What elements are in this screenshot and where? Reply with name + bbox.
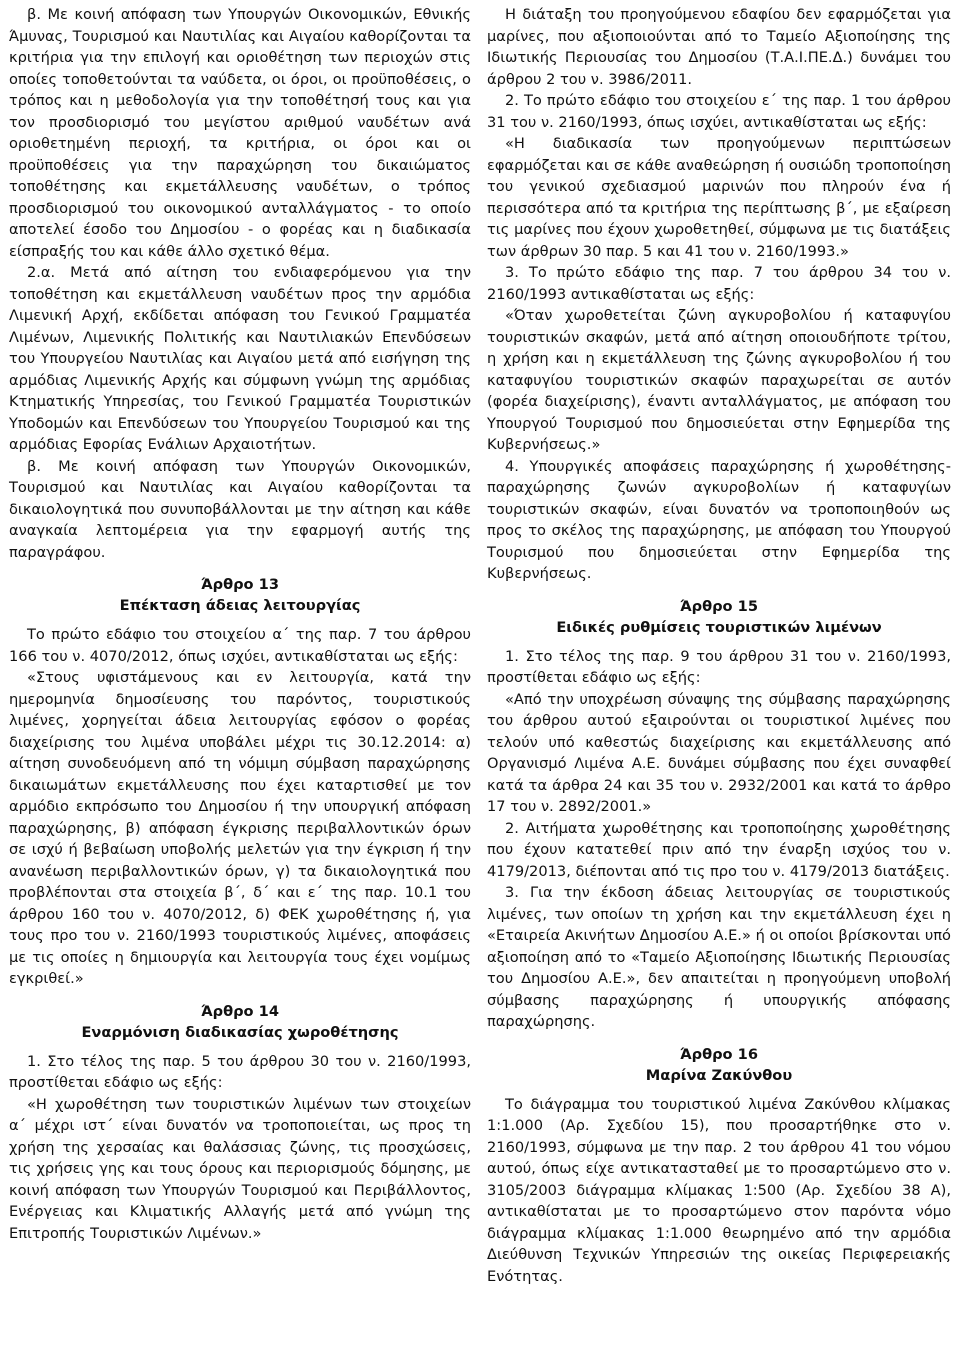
article-15-heading [487, 596, 951, 638]
paragraph: 1. Στο τέλος της παρ. 5 του άρθρου 30 του ν. 2160/1993, προστίθεται εδάφιο ως εξής: [9, 1052, 471, 1091]
paragraph: Το πρώτο εδάφιο του στοιχείου α΄ της παρ. 7 του άρθρου 166 του ν. 4070/2012, όπως ισχύει, αντικαθίσταται ως εξής: [9, 626, 471, 665]
paragraph: Η διάταξη του προηγούμενου εδαφίου δεν εφαρμόζεται για μαρίνες, που αξιοποιούνται από το Ταμείο Αξιοποίησης της Ιδιωτικής Περιουσίας του Δημοσίου (Τ.Α.Ι.ΠΕ.Δ.) δυνάμει του άρθρου 2 του ν. 3986/2011. [487, 6, 951, 88]
article-number: Άρθρο 15 [680, 597, 758, 615]
paragraph: β. Με κοινή απόφαση των Υπουργών Οικονομικών, Εθνικής Άμυνας, Τουρισμού και Ναυτιλίας και Αιγαίου καθορίζονται τα κριτήρια για την επιλογή και οριοθέτηση των περιοχών στις οποίες τοποθετούνται τα ναύδετα, οι όροι, οι προϋποθέσεις, ο τρόπος και η μεθοδολογία για την τοποθέτησή τους και για τον προσδιορισμό του μεγίστου αριθμού ναυδέτων ανά οριοθετημένη περιοχή, τα κριτήρια, οι όροι και οι προϋποθέσεις για την παραχώρηση του δικαιώματος τοποθέτησης και εκμετάλλευσης ναυδέτων, ο τρόπος προσδιορισμού του οικονομικού ανταλλάγματος - το οποίο αποτελεί έσοδο του Δημοσίου - ο φορέας και η διαδικασία είσπραξής του και κάθε άλλο σχετικό θέμα. [9, 6, 471, 260]
article-title: Ειδικές ρυθμίσεις τουριστικών λιμένων [556, 618, 882, 636]
paragraph: «Στους υφιστάμενους και εν λειτουργία, κατά την ημερομηνία δημοσίευσης του παρόντος, τουριστικούς λιμένες, χορηγείται άδεια λειτουργίας εφόσον ο φορέας διαχείρισης του λιμένα υποβάλει μέχρι τις 30.12.2014: α) αίτηση συνοδευόμενη από τη νόμιμη σύμβαση παραχώρησης δικαιωμάτων εκμετάλλευσης που έχει καταρτισθεί με τον αρμόδιο εκπρόσωπο του Δημοσίου ή την υπουργική απόφαση παραχώρησης, β) απόφαση έγκρισης περιβαλλοντικών όρων σε ισχύ ή βεβαίωση υποβολής μελετών για την έγκριση ή την ανανέωση περιβαλλοντικών όρων, γ) τα δικαιολογητικά που προβλέπονται στα στοιχεία β΄, δ΄ και ε΄ της παρ. 10.1 του άρθρου 160 του ν. 4070/2012, δ) ΦΕΚ χωροθέτησης ή, για τους προ του ν. 2160/1993 τουριστικούς λιμένες, αποφάσεις με τις οποίες η δημιουργία και λειτουργία τους έχει νομίμως εγκριθεί.» [9, 669, 471, 987]
paragraph: «Όταν χωροθετείται ζώνη αγκυροβολίου ή καταφυγίου τουριστικών σκαφών, μετά από αίτηση οποιουδήποτε τρίτου, η χρήση και η εκμετάλλευση της ζώνης αγκυροβολίου ή του καταφυγίου τουριστικών σκαφών παραχωρείται σε αυτόν (φορέα διαχείρισης), έναντι ανταλλάγματος, με απόφαση του Υπουργού Τουρισμού που δημοσιεύεται στην Εφημερίδα της Κυβερνήσεως.» [487, 307, 951, 453]
article-number: Άρθρο 14 [201, 1002, 279, 1020]
article-14-heading [9, 1001, 471, 1043]
article-number: Άρθρο 13 [201, 576, 279, 593]
article-16-heading [487, 1044, 951, 1086]
paragraph: 2. Αιτήματα χωροθέτησης και τροποποίησης χωροθέτησης που έχουν κατατεθεί πριν από την έναρξη ισχύος του ν. 4179/2013, διέπονται από τις προ του ν. 4179/2013 διατάξεις. [487, 819, 951, 880]
paragraph: 2.α. Μετά από αίτηση του ενδιαφερόμενου για την τοποθέτηση και εκμετάλλευση ναυδέτων προς την αρμόδια Λιμενική Αρχή, εκδίδεται απόφαση του Γενικού Γραμματέα Λιμένων, Λιμενικής Πολιτικής και Ναυτιλιακών Επενδύσεων του Υπουργείου Ναυτιλίας και Αιγαίου μετά από εισήγηση της αρμόδιας Λιμενικής Αρχής και σύμφωνη γνώμη της αρμόδιας Κτηματικής Υπηρεσίας, του Γενικού Γραμματέα Τουριστικών Υποδομών και Επενδύσεων του Υπουργείου Τουρισμού και της αρμόδιας Εφορίας Ενάλιων Αρχαιοτήτων. [9, 264, 471, 453]
article-number: Άρθρο 16 [680, 1045, 758, 1063]
article-title: Μαρίνα Ζακύνθου [645, 1066, 793, 1084]
article-title: Επέκταση άδειας λειτουργίας [119, 597, 361, 614]
paragraph: β. Με κοινή απόφαση των Υπουργών Οικονομικών, Τουρισμού και Ναυτιλίας και Αιγαίου καθορίζονται τα δικαιολογητικά που συνυποβάλλονται με την αίτηση και κάθε αναγκαία λεπτομέρεια για την εφαρμογή αυτής της παραγράφου. [9, 457, 471, 561]
paragraph: 4. Υπουργικές αποφάσεις παραχώρησης ή χωροθέτησης-παραχώρησης ζωνών αγκυροβολίων ή καταφυγίων τουριστικών σκαφών, είναι δυνατόν να τροποποιηθούν ως προς το σκέλος της παραχώρησης, με απόφαση του Υπουργού Τουρισμού που δημοσιεύεται στην Εφημερίδα της Κυβερνήσεως. [487, 457, 951, 582]
right-column [487, 4, 951, 1369]
paragraph: «Η διαδικασία των προηγούμενων περιπτώσεων εφαρμόζεται και σε κάθε αναθεώρηση ή ουσιώδη τροποποίηση του γενικού σχεδιασμού μαρινών που πληρούν ένα ή περισσότερα από τα κριτήρια της περίπτωσης β΄, με εξαίρεση τις μαρίνες που έχουν χωροθετηθεί, σύμφωνα με τις διατάξεις των άρθρων 30 παρ. 5 και 41 του ν. 2160/1993.» [487, 135, 951, 260]
paragraph: Το διάγραμμα του τουριστικού λιμένα Ζακύνθου κλίμακας 1:1.000 (Αρ. Σχεδίου 15), που προσαρτήθηκε στο ν. 2160/1993, σύμφωνα με την παρ. 2 του άρθρου 41 του νόμου αυτού, όπως είχε αντικατασταθεί με το προσαρτώμενο στο ν. 3105/2003 διάγραμμα κλίμακας 1:500 (Αρ. Σχεδίου 38 Α), αντικαθίσταται με το προσαρτώμενο στον παρόντα νόμο διάγραμμα κλίμακας 1:1.000 θεωρημένο από την αρμόδια Διεύθυνση Τεχνικών Υπηρεσιών της οικείας Περιφερειακής Ενότητας. [487, 1095, 951, 1285]
article-13-heading [9, 574, 471, 616]
paragraph: «Από την υποχρέωση σύναψης της σύμβασης παραχώρησης του άρθρου αυτού εξαιρούνται οι τουριστικοί λιμένες που τελούν υπό καθεστώς διαχείρισης και εκμετάλλευσης από Οργανισμό Λιμένα Α.Ε. δυνάμει σύμβασης που έχει συναφθεί κατά τα άρθρα 24 και 35 του ν. 2932/2001 και κατά το άρθρο 17 του ν. 2892/2001.» [487, 690, 951, 815]
paragraph: «Η χωροθέτηση των τουριστικών λιμένων των στοιχείων α΄ μέχρι ιστ΄ είναι δυνατόν να τροποποιείται, ως προς τη χρήση της χερσαίας και θαλάσσιας ζώνης, τις προσχώσεις, τις χρήσεις γης και τους όρους και περιορισμούς δόμησης, με κοινή απόφαση των Υπουργών Τουρισμού και Περιβάλλοντος, Ενέργειας και Κλιματικής Αλλαγής μετά από γνώμη της Επιτροπής Τουριστικών Λιμένων.» [9, 1095, 471, 1242]
paragraph: 2. Το πρώτο εδάφιο του στοιχείου ε΄ της παρ. 1 του άρθρου 31 του ν. 2160/1993, όπως ισχύει, αντικαθίσταται ως εξής: [487, 92, 951, 131]
left-column [9, 4, 471, 1369]
article-title: Εναρμόνιση διαδικασίας χωροθέτησης [81, 1023, 399, 1041]
paragraph: 3. Για την έκδοση άδειας λειτουργίας σε τουριστικούς λιμένες, των οποίων τη χρήση και την εκμετάλλευση έχει η «Εταιρεία Ακινήτων Δημοσίου Α.Ε.» ή οι οποίοι βρίσκονται υπό αξιοποίηση από το «Ταμείο Αξιοποίησης Ιδιωτικής Περιουσίας του Δημοσίου Α.Ε.», δεν απαιτείται η προηγούμενη υποβολή σύμβασης παραχώρησης ή υπουργικής απόφασης παραχώρησης. [487, 884, 951, 1030]
paragraph: 1. Στο τέλος της παρ. 9 του άρθρου 31 του ν. 2160/1993, προστίθεται εδάφιο ως εξής: [487, 647, 951, 686]
paragraph: 3. Το πρώτο εδάφιο της παρ. 7 του άρθρου 34 του ν. 2160/1993 αντικαθίσταται ως εξής: [487, 264, 951, 303]
